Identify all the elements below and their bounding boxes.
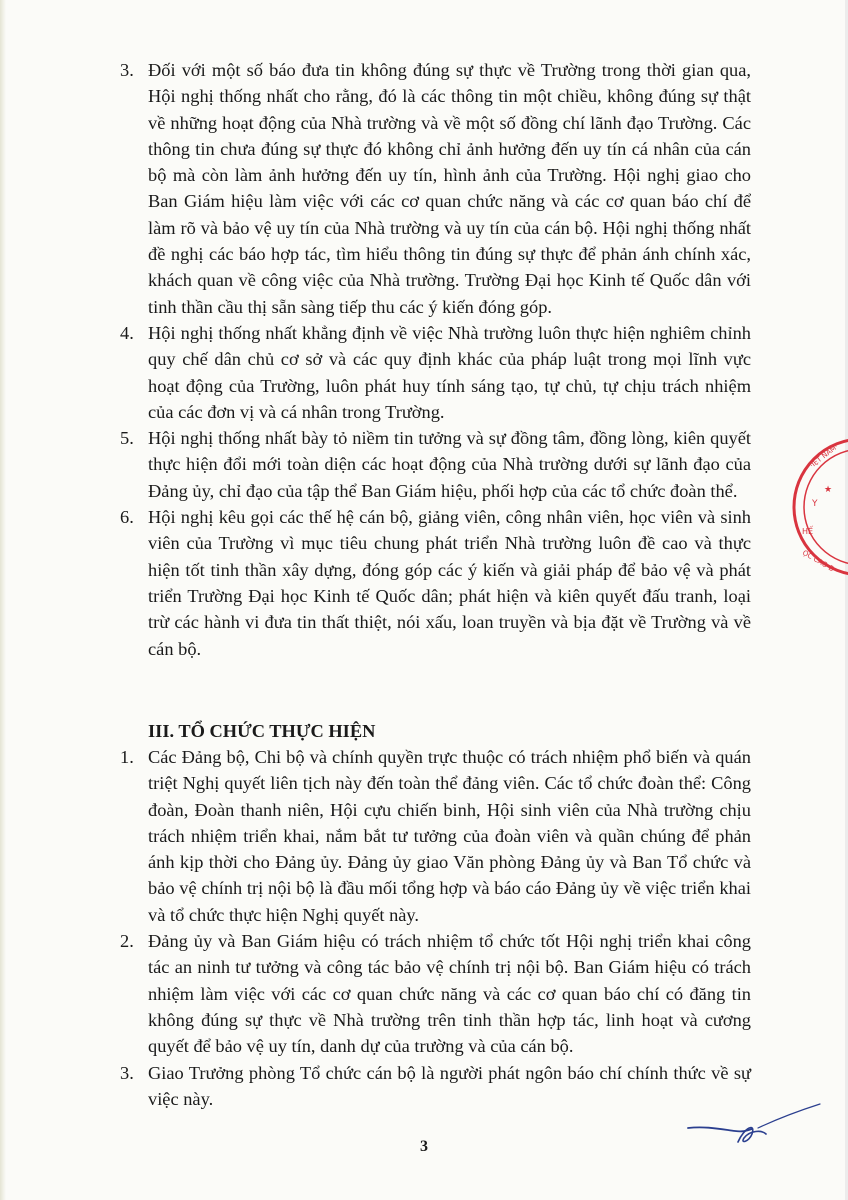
list-item — [120, 57, 751, 320]
item-number: 6. — [120, 507, 134, 528]
item-text: Hội nghị kêu gọi các thế hệ cán bộ, giảng viên, công nhân viên, học viên và sinh viên của Trường vì mục tiêu chung phát triển Nhà trường luôn đề cao và thực hiện tốt tinh thần xây dựng, đóng góp các ý kiến và giải pháp để bảo vệ và phát triển Trường Đại học Kinh tế Quốc dân; phát hiện và kiên quyết đấu tranh, loại trừ các hành vi đưa tin thất thiệt, nói xấu, loan truyền và bịa đặt về Trường và về cán bộ. — [148, 507, 751, 659]
item-number: 3. — [120, 60, 134, 80]
item-text: Hội nghị thống nhất bày tỏ niềm tin tưởng và sự đồng tâm, đồng lòng, kiên quyết thực hiện đổi mới toàn diện các hoạt động của Nhà trường dưới sự lãnh đạo của Đảng ủy, chỉ đạo của tập thể Ban Giám hiệu, phối hợp của các tổ chức đoàn thể. — [148, 428, 751, 501]
item-number: 1. — [120, 747, 134, 767]
list-item — [120, 928, 751, 1059]
item-text: Hội nghị thống nhất khẳng định về việc Nhà trường luôn thực hiện nghiêm chỉnh quy chế dân chủ cơ sở và các quy định khác của pháp luật trong mọi lĩnh vực hoạt động của Trường, luôn phát huy tính sáng tạo, tự chủ, tự chịu trách nhiệm của các đơn vị và cá nhân trong Trường. — [148, 322, 751, 422]
svg-text:HẾ: HẾ — [802, 527, 814, 536]
item-text: Giao Trưởng phòng Tổ chức cán bộ là người phát ngôn báo chí chính thức về sự việc này. — [148, 1062, 751, 1109]
item-number: 3. — [120, 1062, 134, 1083]
svg-text:★: ★ — [824, 485, 833, 495]
item-text: Đảng ủy và Ban Giám hiệu có trách nhiệm tổ chức tốt Hội nghị triển khai công tác an ninh tư tưởng và công tác bảo vệ chính trị nội bộ. Ban Giám hiệu có trách nhiệm làm việc với các cơ quan chức năng và các cơ quan báo chí có đăng tin không đúng sự thực về Nhà trường trên tinh thần hợp tác, linh hoạt và cương quyết để bảo vệ uy tín, danh dự của trường và của cán bộ. — [148, 931, 751, 1057]
resolution-list-continued — [120, 57, 751, 662]
item-number: 2. — [120, 931, 134, 952]
svg-text:·IỆT NAM·: ·IỆT NAM· — [808, 442, 840, 470]
svg-text:Y: Y — [812, 499, 818, 509]
item-number: 5. — [120, 428, 134, 449]
list-item — [120, 425, 751, 504]
item-number: 4. — [120, 322, 134, 343]
svg-text:ỌC CAO Đ: ỌC CAO Đ — [801, 548, 836, 574]
section-heading: III. TỔ CHỨC THỰC HIỆN — [148, 721, 376, 741]
page-number: 3 — [420, 1138, 428, 1155]
scan-left-edge — [0, 0, 6, 1200]
implementation-list — [120, 744, 751, 1112]
item-text: Các Đảng bộ, Chi bộ và chính quyền trực thuộc có trách nhiệm phổ biến và quán triệt Nghị quyết liên tịch này đến toàn thể đảng viên. Các tổ chức đoàn thể: Công đoàn, Đoàn thanh niên, Hội cựu chiến binh, Hội sinh viên của Nhà trường chịu trách nhiệm triển khai, nắm bắt tư tưởng của đoàn viên và quần chúng để phản ánh kịp thời cho Đảng ủy. Đảng ủy giao Văn phòng Đảng ủy và Ban Tổ chức và bảo vệ chính trị nội bộ là đầu mối tổng hợp và báo cáo Đảng ủy về việc triển khai và tổ chức thực hiện Nghị quyết này. — [148, 747, 751, 925]
list-item — [120, 744, 751, 928]
item-text: Đối với một số báo đưa tin không đúng sự thực về Trường trong thời gian qua, Hội nghị thống nhất cho rằng, đó là các thông tin một chiều, không đúng sự thật về những hoạt động của Nhà trường và về một số đồng chí lãnh đạo Trường. Các thông tin chưa đúng sự thực đó không chỉ ảnh hưởng đến uy tín cá nhân của cán bộ mà còn làm ảnh hưởng đến uy tín, hình ảnh của Trường. Hội nghị giao cho Ban Giám hiệu làm việc với các cơ quan chức năng và các cơ quan báo chí để làm rõ và bảo vệ uy tín của Nhà trường và uy tín của cán bộ. Hội nghị thống nhất đề nghị các báo hợp tác, tìm hiểu thông tin đúng sự thực để phản ánh chính xác, khách quan về công việc của Nhà trường. Trường Đại học Kinh tế Quốc dân với tinh thần cầu thị sẵn sàng tiếp thu các ý kiến đóng góp. — [148, 60, 751, 317]
list-item — [120, 504, 751, 662]
red-seal-stamp — [790, 432, 848, 582]
list-item — [120, 320, 751, 425]
list-item — [120, 1060, 751, 1113]
